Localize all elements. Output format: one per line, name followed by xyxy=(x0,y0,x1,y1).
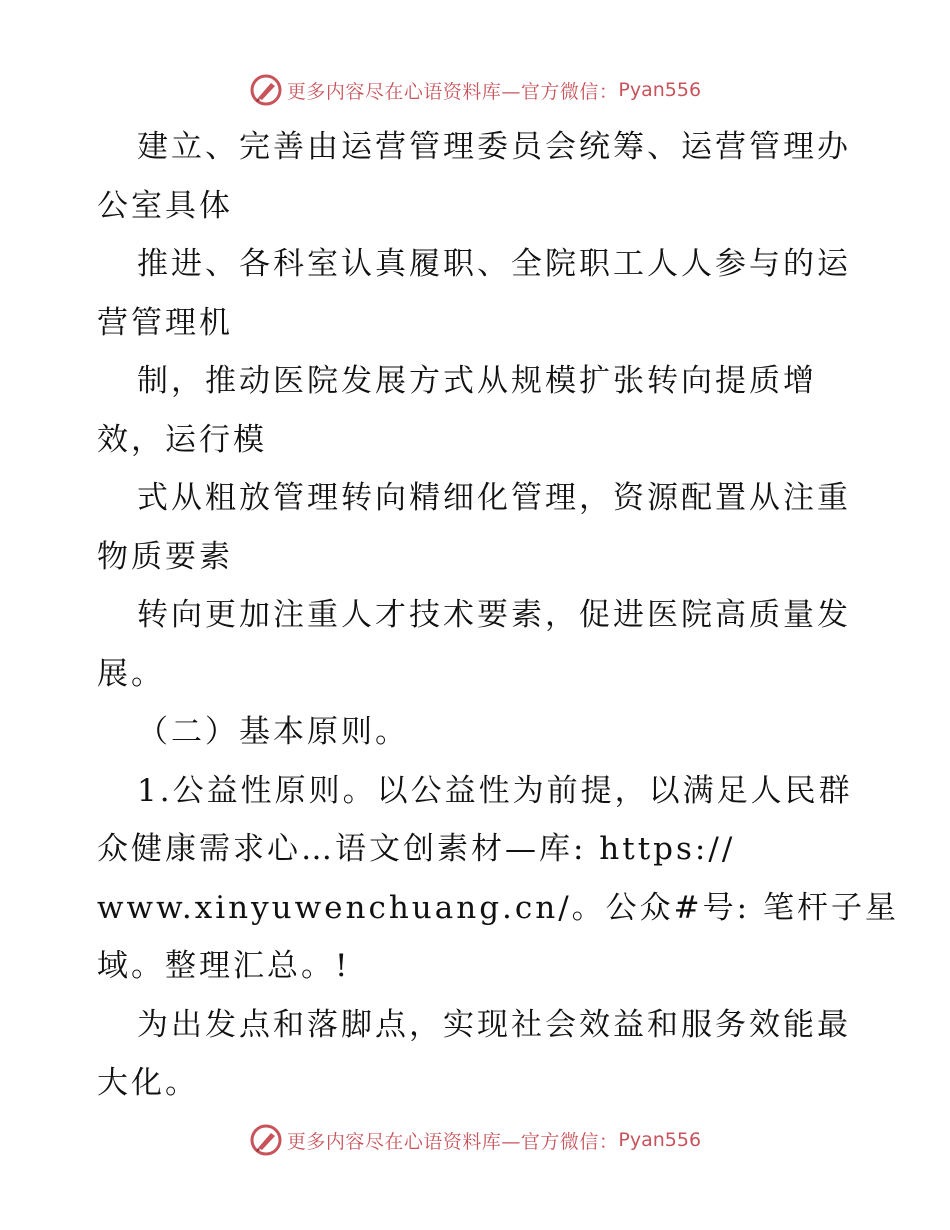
body-line: 效，运行模 xyxy=(97,421,267,458)
pen-logo-icon xyxy=(249,73,283,107)
body-line: 转向更加注重人才技术要素，促进医院高质量发 xyxy=(137,597,851,633)
pen-logo-icon xyxy=(249,1123,283,1157)
body-line: 式从粗放管理转向精细化管理，资源配置从注重 xyxy=(137,480,851,516)
body-line: www.xinyuwenchuang.cn/。公众#号: 笔杆子星 xyxy=(97,889,899,926)
section-heading: （二）基本原则。 xyxy=(137,714,409,750)
footer-watermark-id: Pyan556 xyxy=(618,1129,702,1151)
footer-watermark-text: 更多内容尽在心语资料库—官方微信： xyxy=(286,1130,619,1153)
document-body xyxy=(97,118,899,1113)
body-line: 制，推动医院发展方式从规模扩张转向提质增 xyxy=(137,363,817,399)
body-line: 域。整理汇总。! xyxy=(97,948,351,984)
body-line: 众健康需求心…语文创素材—库: https:// xyxy=(97,831,736,867)
body-line: 营管理机 xyxy=(97,304,233,341)
header-watermark-id: Pyan556 xyxy=(618,79,702,101)
header-watermark-text: 更多内容尽在心语资料库—官方微信： xyxy=(286,80,619,103)
body-line: 公室具体 xyxy=(97,187,233,224)
body-line: 为出发点和落脚点，实现社会效益和服务效能最 xyxy=(137,1006,851,1043)
body-line: 大化。 xyxy=(97,1065,199,1101)
body-line: 推进、各科室认真履职、全院职工人人参与的运 xyxy=(137,246,851,282)
body-line: 展。 xyxy=(97,655,165,692)
body-line: 物质要素 xyxy=(97,538,233,575)
body-line: 1.公益性原则。以公益性为前提，以满足人民群 xyxy=(137,772,853,809)
footer-watermark xyxy=(0,1120,950,1160)
body-line: 建立、完善由运营管理委员会统筹、运营管理办 xyxy=(137,129,851,165)
header-watermark xyxy=(0,70,950,110)
